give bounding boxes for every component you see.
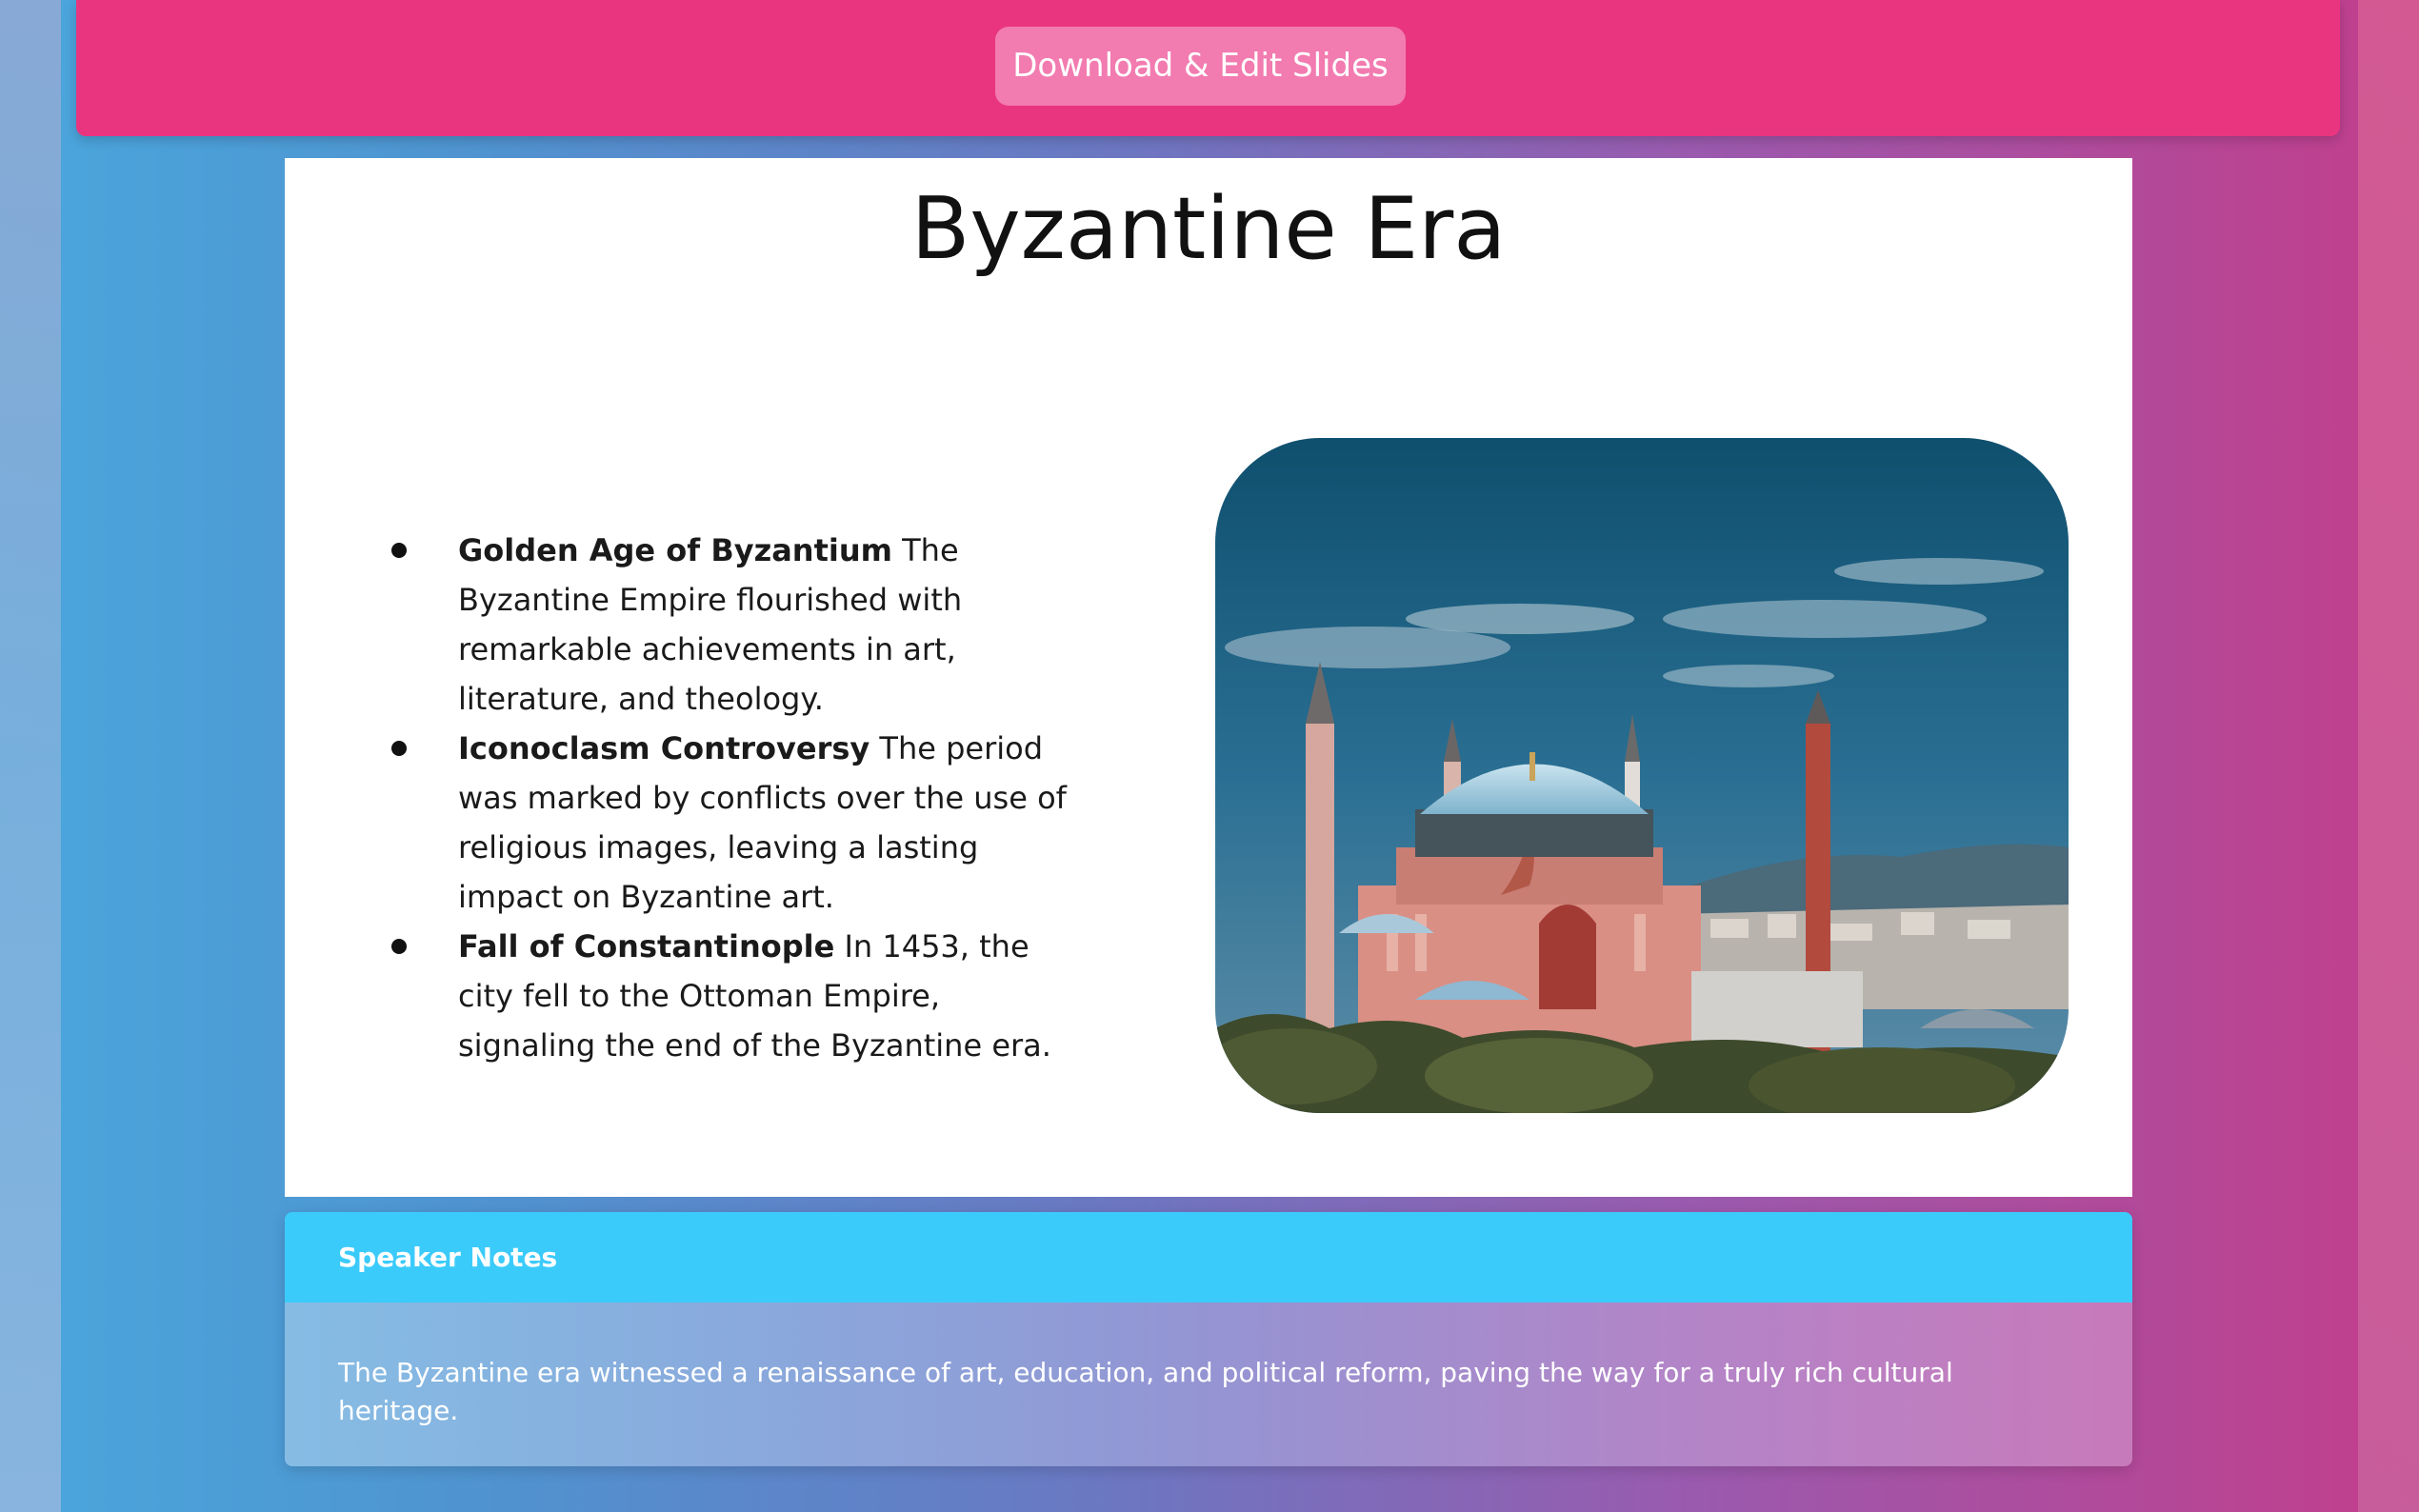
bullet-dot-icon xyxy=(391,939,407,954)
bullet-text: In 1453, the city fell to the Ottoman Empire, signaling the end of the Byzantine era. xyxy=(458,928,1051,1064)
speaker-notes-body: The Byzantine era witnessed a renaissance of art, education, and political reform, paving the way for a truly rich cultural heritage. xyxy=(285,1303,2132,1466)
background-edge-right xyxy=(2358,0,2419,1512)
bullet-text: The period was marked by conflicts over the use of religious images, leaving a lasting impact on Byzantine art. xyxy=(458,730,1067,915)
speaker-notes-title: Speaker Notes xyxy=(285,1212,2132,1303)
bullet-heading: Iconoclasm Controversy xyxy=(458,730,870,766)
background-edge-left xyxy=(0,0,61,1512)
slide-canvas xyxy=(285,158,2132,1197)
bullet-dot-icon xyxy=(391,543,407,558)
bullet-item xyxy=(380,526,1085,724)
bullet-heading: Fall of Constantinople xyxy=(458,928,835,965)
bullet-list xyxy=(380,526,1085,1070)
bullet-item xyxy=(380,922,1085,1070)
bullet-text: The Byzantine Empire flourished with remarkable achievements in art, literature, and theology. xyxy=(458,532,963,717)
hagia-sophia-illustration xyxy=(1215,438,2069,1113)
speaker-notes-panel xyxy=(285,1212,2132,1466)
bullet-dot-icon xyxy=(391,741,407,756)
hagia-sophia-photo xyxy=(1215,438,2069,1113)
header-bar xyxy=(76,0,2340,136)
slide-title: Byzantine Era xyxy=(910,179,1507,279)
bullet-item xyxy=(380,724,1085,922)
download-edit-slides-button[interactable]: Download & Edit Slides xyxy=(995,27,1406,106)
bullet-heading: Golden Age of Byzantium xyxy=(458,532,892,568)
